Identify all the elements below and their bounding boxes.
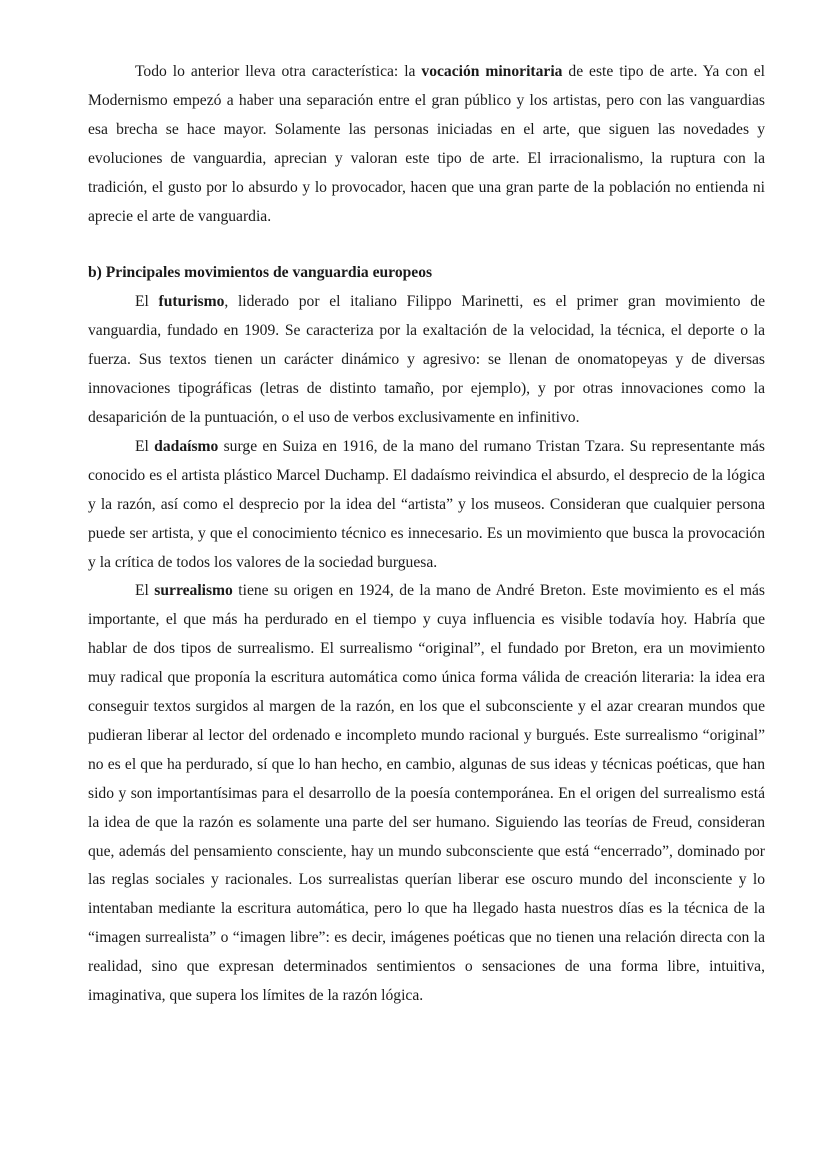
futurismo-bold-term: futurismo	[158, 293, 225, 311]
intro-bold-term: vocación minoritaria	[421, 63, 563, 80]
dadaismo-text-before: El	[135, 437, 155, 455]
surrealismo-bold-term: surrealismo	[154, 582, 233, 600]
surrealismo-text-before: El	[135, 582, 155, 600]
surrealismo-text-after: tiene su origen en 1924, de la mano de André Breton. Este movimiento es el más importante, el que más ha perdurado en el tiempo y cuya influencia es visible todavía hoy. Habría que hablar de dos tipos de surrealismo. El surrealismo “original”, el fundado por Breton, era un movimiento muy radical que proponía la escritura automática como única forma válida de creación literaria: la idea era conseguir textos surgidos al margen de la razón, en los que el subconsciente y el azar crearan mundos que pudieran liberar al lector del ordenado e incompleto mundo racional y burgués. Este surrealismo “original” no es el que ha perdurado, sí que lo han hecho, en cambio, algunas de sus ideas y técnicas poéticas, que han sido y son importantísimas para el desarrollo de la poesía contemporánea. En el origen del surrealismo está la idea de que la razón es solamente una parte del ser humano. Siguiendo las teorías de Freud, consideran que, además del pensamiento consciente, hay un mundo subconsciente que está “encerrado”, dominado por las reglas sociales y racionales. Los surrealistas querían liberar ese oscuro mundo del inconsciente y lo intentaban mediante la escritura automática, pero lo que ha llegado hasta nuestros días es la técnica de la “imagen surrealista” o “imagen libre”: es decir, imágenes poéticas que no tienen una relación directa con la realidad, sino que expresan determinados sentimientos o sensaciones de una forma libre, intuitiva, imaginativa, que supera los límites de la razón lógica.	[88, 582, 765, 1005]
section-heading: b) Principales movimientos de vanguardia europeos	[88, 264, 433, 282]
surrealismo-paragraph	[88, 577, 765, 1011]
intro-text-after: de este tipo de arte. Ya con el Modernismo empezó a haber una separación entre el gran público y los artistas, pero con las vanguardias esa brecha se hace mayor. Solamente las personas iniciadas en el arte, que siguen las novedades y evoluciones de vanguardia, aprecian y valoran este tipo de arte. El irracionalismo, la ruptura con la tradición, el gusto por lo absurdo y lo provocador, hacen que una gran parte de la población no entienda ni aprecie el arte de vanguardia.	[88, 63, 765, 225]
futurismo-paragraph	[88, 288, 765, 433]
futurismo-text-before: El	[135, 293, 159, 311]
dadaismo-bold-term: dadaísmo	[154, 437, 219, 455]
section-spacer	[88, 231, 765, 259]
intro-text-before: Todo lo anterior lleva otra característica: la	[135, 63, 422, 80]
dadaismo-paragraph	[88, 433, 765, 578]
dadaismo-text-after: surge en Suiza en 1916, de la mano del rumano Tristan Tzara. Su representante más conocido es el artista plástico Marcel Duchamp. El dadaísmo reivindica el absurdo, el desprecio de la lógica y la razón, así como el desprecio por la idea del “artista” y los museos. Consideran que cualquier persona puede ser artista, y que el conocimiento técnico es innecesario. Es un movimiento que busca la provocación y la crítica de todos los valores de la sociedad burguesa.	[88, 437, 765, 571]
intro-paragraph	[88, 58, 765, 231]
document-page	[88, 58, 765, 1011]
futurismo-text-after: , liderado por el italiano Filippo Marinetti, es el primer gran movimiento de vanguardia, fundado en 1909. Se caracteriza por la exaltación de la velocidad, la técnica, el deporte o la fuerza. Sus textos tienen un carácter dinámico y agresivo: se llenan de onomatopeyas y de diversas innovaciones tipográficas (letras de distinto tamaño, por ejemplo), y por otras innovaciones como la desaparición de la puntuación, o el uso de verbos exclusivamente en infinitivo.	[88, 293, 765, 426]
